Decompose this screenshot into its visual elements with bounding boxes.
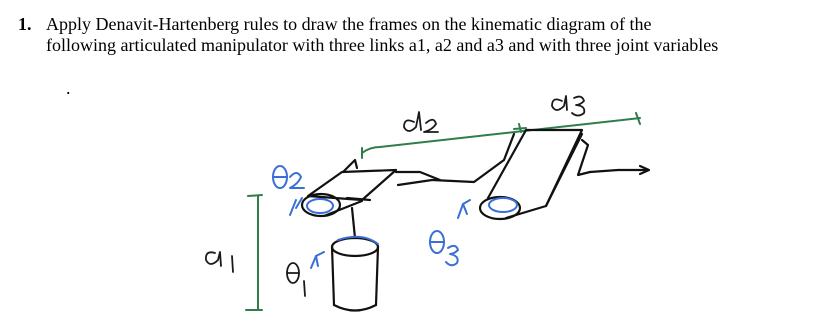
label-a1 xyxy=(206,252,233,272)
label-theta-1 xyxy=(287,263,305,296)
dimension-a1 xyxy=(246,195,262,310)
link-a3 xyxy=(618,166,649,174)
joint-3-body xyxy=(480,130,618,219)
question-line-3: . xyxy=(66,78,71,98)
dimension-a2-a3 xyxy=(362,113,640,158)
joint-2-body xyxy=(302,160,440,216)
rotation-arrow-joint-1 xyxy=(311,252,324,268)
label-theta-3 xyxy=(430,231,458,265)
question-line-1-text: Apply Denavit-Hartenberg rules to draw the frames on the kinematic diagram of the xyxy=(46,14,652,34)
question-number: 1. xyxy=(18,14,32,34)
question-line-2: following articulated manipulator with three links a1, a2 and a3 and with three joint variables xyxy=(46,35,719,55)
label-theta-2 xyxy=(273,166,304,188)
label-a3 xyxy=(552,96,584,116)
rotation-arrow-joint-2 xyxy=(290,198,302,215)
label-a2 xyxy=(404,112,438,132)
base-cylinder xyxy=(332,208,378,311)
rotation-arrow-joint-3 xyxy=(458,200,470,218)
